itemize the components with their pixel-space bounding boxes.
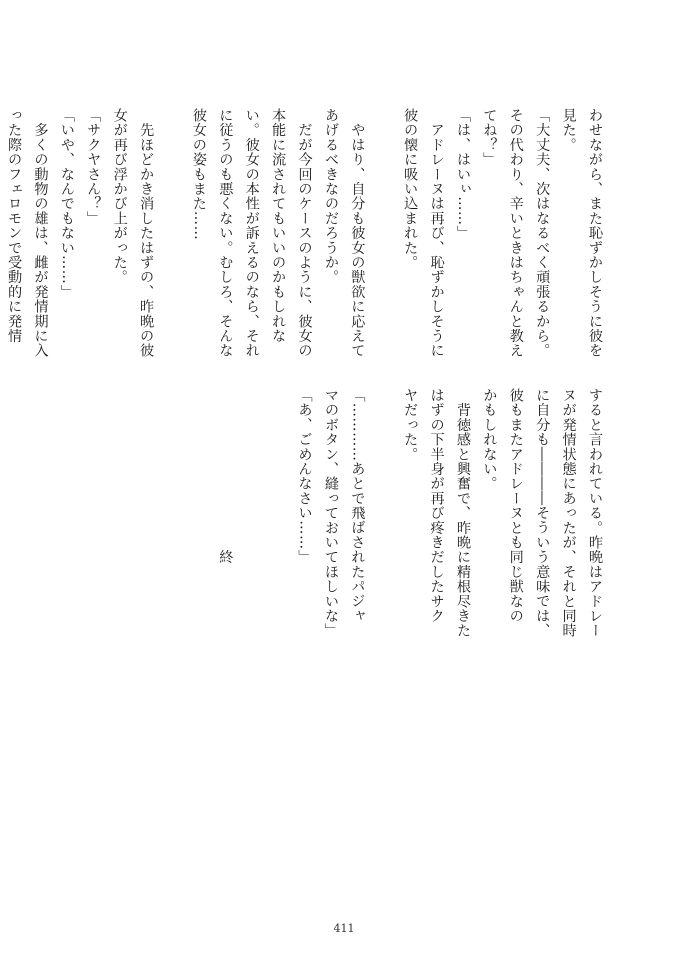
- lower-text-column: かもしれない。: [481, 388, 498, 491]
- lower-text-column: [238, 388, 264, 628]
- upper-text-column: 多くの動物の雄は、雌が発情期に入: [32, 108, 49, 358]
- lower-text-column: 背徳感と興奮で、昨晩に精根尽きた: [454, 388, 471, 638]
- upper-text-column: 見た。: [560, 108, 577, 153]
- upper-text-column: アドレーヌは再び、恥ずかしそうに: [428, 108, 445, 358]
- lower-text-column: すると言われている。昨晩はアドレー: [587, 388, 603, 638]
- lower-text-column: に自分も――――そういう意味では、: [534, 388, 551, 638]
- lower-text-column: 終: [217, 388, 234, 565]
- lower-text-column: 彼もまたアドレーヌとも同じ獣なの: [507, 388, 524, 624]
- upper-text-column: その代わり、辛いときはちゃんと教え: [507, 108, 524, 358]
- lower-text-column: 「あ、ごめんなさい……」: [296, 388, 313, 565]
- page-number: 411: [333, 922, 355, 935]
- lower-text-column: はずの下半身が再び疼きだしたサク: [428, 388, 445, 624]
- upper-text-column: やはり、自分も彼女の獣欲に応えて: [349, 108, 366, 358]
- lower-text-column: [265, 388, 291, 628]
- upper-text-column: 「は、はいぃ……」: [454, 108, 471, 241]
- upper-text-column: 「いや、なんでもない……」: [58, 108, 75, 300]
- upper-text-column: 彼女の姿もまた……: [190, 108, 207, 241]
- upper-text-column: あげるべきなのだろうか。: [322, 108, 339, 285]
- lower-text-column: ヤだった。: [402, 388, 419, 462]
- upper-text-column: い。彼女の本性が訴えるのなら、それ: [243, 108, 260, 358]
- upper-text-column: てね？」: [481, 108, 498, 167]
- lower-text-column: マのボタン、縫っておいてほしいな」: [322, 388, 339, 638]
- upper-text-column: 先ほどかき消したはずの、昨晩の彼: [138, 108, 155, 358]
- lower-text-column: ヌが発情状態にあったが、それと同時: [560, 388, 577, 638]
- upper-text-column: わせながら、また恥ずかしそうに彼を: [587, 108, 603, 358]
- lower-text-column: [370, 388, 396, 628]
- upper-text-column: 「大丈夫、次はなるべく頑張るから。: [534, 108, 551, 358]
- upper-text-column: [159, 108, 185, 348]
- lower-text-block: [212, 388, 608, 638]
- upper-text-column: った際のフェロモンで受動的に発情: [6, 108, 23, 344]
- upper-text-block: [1, 108, 608, 358]
- upper-text-column: 「サクヤさん？」: [85, 108, 102, 226]
- lower-text-column: 「…………あとで飛ばされたパジャ: [349, 388, 366, 624]
- upper-text-column: 彼の懐に吸い込まれた。: [402, 108, 419, 270]
- upper-text-column: だが今回のケースのように、彼女の: [296, 108, 313, 358]
- upper-text-column: 本能に流されてもいいのかもしれな: [270, 108, 287, 344]
- upper-text-column: に従うのも悪くない。むしろ、そんな: [217, 108, 234, 358]
- upper-text-column: 女が再び浮かび上がった。: [111, 108, 128, 285]
- upper-text-column: [370, 108, 396, 348]
